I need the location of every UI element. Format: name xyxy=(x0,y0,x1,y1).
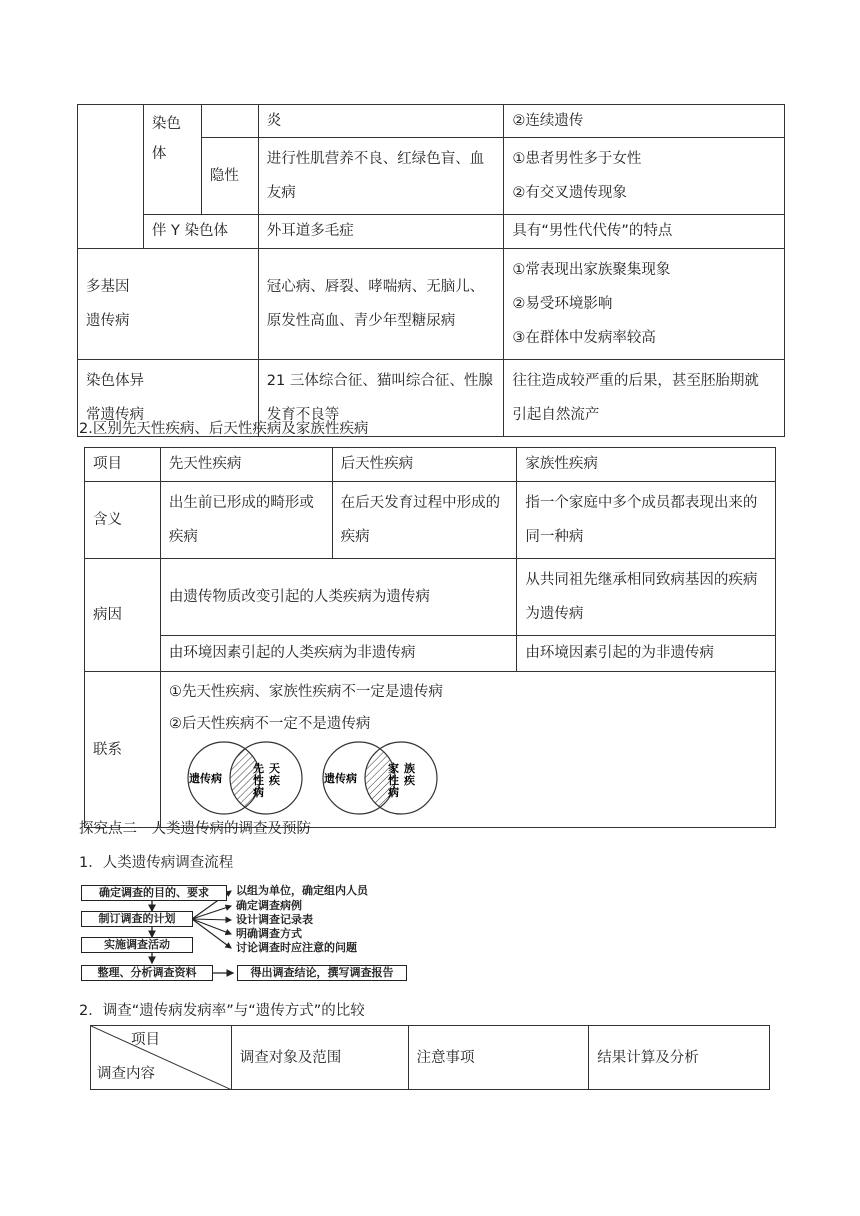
inheritance-table xyxy=(77,104,785,437)
diagonal-header xyxy=(91,1026,232,1090)
relation-cell xyxy=(160,672,775,828)
heading-4: 2．调查“遗传病发病率”与“遗传方式”的比较 xyxy=(79,1003,365,1019)
flow-step-3: 实施调查活动 xyxy=(81,937,193,953)
relation-line-1: ①先天性疾病、家族性疾病不一定是遗传病 xyxy=(168,684,443,700)
venn-1-r2: 性 xyxy=(252,774,264,787)
disease-cell: 冠心病、唇裂、哮喘病、无脑儿、 原发性高血、青少年型糖尿病 xyxy=(258,249,504,360)
header-familial: 家族性疾病 xyxy=(517,448,776,482)
flow-step-4: 整理、分析调查资料 xyxy=(81,965,213,981)
flow-step-1: 确定调查的目的、要求 xyxy=(81,885,227,901)
header-scope: 调查对象及范围 xyxy=(231,1026,408,1090)
cause-env: 由环境因素引起的人类疾病为非遗传病 xyxy=(160,636,516,672)
venn-2 xyxy=(323,742,437,814)
meaning-cell: 指一个家庭中多个成员都表现出来的 同一种病 xyxy=(517,482,776,559)
venn-2-r1: 族 xyxy=(403,762,415,775)
venn-1-left: 遗传病 xyxy=(188,772,222,785)
header-congenital: 先天性疾病 xyxy=(160,448,332,482)
venn-2-left: 遗传病 xyxy=(323,772,357,785)
plan-item: 设计调查记录表 xyxy=(236,913,313,926)
plan-item: 明确调查方式 xyxy=(236,927,302,940)
survey-compare-table xyxy=(90,1025,770,1090)
feature-cell: ①患者男性多于女性 ②有交叉遗传现象 xyxy=(504,138,785,215)
cause-familial-env: 由环境因素引起的为非遗传病 xyxy=(517,636,776,672)
heading-3: 1．人类遗传病调查流程 xyxy=(79,855,234,871)
relation-line-2: ②后天性疾病不一定不是遗传病 xyxy=(168,716,371,732)
feature-cell: 具有“男性代代传”的特点 xyxy=(504,215,785,249)
venn-1-r0: 先 xyxy=(252,762,264,775)
venn-1-r1: 天 xyxy=(268,762,280,775)
plan-item: 以组为单位，确定组内人员 xyxy=(236,884,368,897)
flow-step-2: 制订调查的计划 xyxy=(81,911,193,927)
flow-result: 得出调查结论，撰写调查报告 xyxy=(237,965,407,981)
venn-2-r4: 病 xyxy=(387,786,399,799)
survey-flow xyxy=(80,882,410,982)
corner-bottom: 调查内容 xyxy=(97,1066,155,1082)
section-title: 探究点二 人类遗传病的调查及预防 xyxy=(79,821,311,837)
cause-label: 病因 xyxy=(85,559,161,672)
disease-cell: 21 三体综合征、猫叫综合征、性腺 发育不良等 xyxy=(258,360,504,437)
polygenic-label: 多基因 遗传病 xyxy=(78,249,259,360)
chromosomal-label: 染色体异 常遗传病 xyxy=(78,360,259,437)
venn-1-r3: 疾 xyxy=(268,774,280,787)
venn-diagrams xyxy=(169,740,459,820)
feature-cell: 往往造成较严重的后果，甚至胚胎期就 引起自然流产 xyxy=(504,360,785,437)
venn-2-r3: 疾 xyxy=(403,774,415,787)
venn-1-r4: 病 xyxy=(252,786,264,799)
corner-top: 项目 xyxy=(131,1032,160,1048)
meaning-label: 含义 xyxy=(85,482,161,559)
recessive-label: 隐性 xyxy=(201,138,258,215)
disease-cell: 进行性肌营养不良、红绿色盲、血 友病 xyxy=(258,138,504,215)
meaning-cell: 在后天发育过程中形成的 疾病 xyxy=(332,482,517,559)
header-analysis: 结果计算及分析 xyxy=(589,1026,770,1090)
heading-2: 2.区别先天性疾病、后天性疾病及家族性疾病 xyxy=(79,421,369,437)
meaning-cell: 出生前已形成的畸形或 疾病 xyxy=(160,482,332,559)
feature-cell: ②连续遗传 xyxy=(504,105,785,138)
relation-label: 联系 xyxy=(85,672,161,828)
venn-1 xyxy=(188,742,302,814)
cause-genetic: 由遗传物质改变引起的人类疾病为遗传病 xyxy=(160,559,516,636)
chromosome-label: 染色 体 xyxy=(143,105,201,215)
header-notes: 注意事项 xyxy=(408,1026,589,1090)
y-linked-label: 伴 Y 染色体 xyxy=(143,215,258,249)
cause-familial-genetic: 从共同祖先继承相同致病基因的疾病 为遗传病 xyxy=(517,559,776,636)
header-item: 项目 xyxy=(85,448,161,482)
plan-item: 讨论调查时应注意的问题 xyxy=(236,941,357,954)
disease-cell: 炎 xyxy=(258,105,504,138)
congenital-table xyxy=(84,447,776,828)
plan-item: 确定调查病例 xyxy=(236,899,302,912)
venn-2-r2: 性 xyxy=(387,774,399,787)
disease-cell: 外耳道多毛症 xyxy=(258,215,504,249)
feature-cell: ①常表现出家族聚集现象 ②易受环境影响 ③在群体中发病率较高 xyxy=(504,249,785,360)
venn-2-r0: 家 xyxy=(387,762,399,775)
header-acquired: 后天性疾病 xyxy=(332,448,517,482)
